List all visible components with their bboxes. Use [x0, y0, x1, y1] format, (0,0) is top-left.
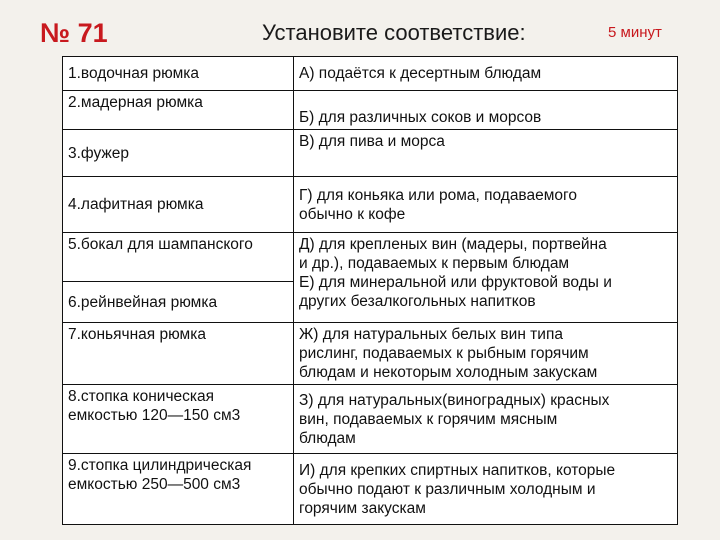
item-cell [63, 177, 294, 233]
description-cell [294, 454, 678, 525]
item-text: 4.лафитная рюмка [68, 196, 204, 213]
description-text: А) подаётся к десертным блюдам [299, 65, 542, 82]
table-row [63, 130, 678, 177]
description-cell [294, 57, 678, 91]
item-cell [63, 130, 294, 177]
item-cell [63, 282, 294, 323]
description-cell [294, 385, 678, 454]
item-cell [63, 323, 294, 385]
table-row [63, 177, 678, 233]
item-text: 1.водочная рюмка [68, 65, 200, 82]
item-text: 7.коньячная рюмка [68, 326, 206, 343]
item-text: 8.стопка коническая емкостью 120—150 см3 [68, 388, 241, 424]
description-text: Ж) для натуральных белых вин типа рислинг, подаваемых к рыбным горячим блюдам и некоторым холодным закускам [299, 326, 598, 381]
time-limit-label: 5 минут [608, 24, 662, 41]
item-text: 3.фужер [68, 144, 130, 162]
item-text: 6.рейнвейная рюмка [68, 293, 218, 311]
matching-table [62, 56, 678, 525]
description-text: Е) для минеральной или фруктовой воды и других безалкогольных напитков [299, 274, 612, 310]
item-cell [63, 233, 294, 282]
table-row [63, 454, 678, 525]
slide-number: № 71 [40, 18, 108, 48]
item-text: 2.мадерная рюмка [68, 94, 203, 111]
description-text: Б) для различных соков и морсов [299, 109, 542, 126]
description-text: В) для пива и морса [299, 133, 445, 150]
table-row [63, 57, 678, 91]
description-cell [294, 91, 678, 130]
item-text: 5.бокал для шампанского [68, 236, 253, 253]
item-cell [63, 385, 294, 454]
item-cell [63, 91, 294, 130]
description-cell [294, 130, 678, 177]
table-row [63, 323, 678, 385]
item-text: 9.стопка цилиндрическая емкостью 250—500 см3 [68, 457, 252, 493]
description-text: З) для натуральных(виноградных) красных вин, подаваемых к горячим мясным блюдам [299, 391, 610, 447]
description-cell [294, 323, 678, 385]
description-text: Г) для коньяка или рома, подаваемого обычно к кофе [299, 186, 577, 223]
description-text: И) для крепких спиртных напитков, которые обычно подают к различным холодным и горячим закускам [299, 461, 616, 517]
table-row [63, 233, 678, 282]
table-row [63, 385, 678, 454]
description-cell [294, 177, 678, 233]
item-cell [63, 57, 294, 91]
description-text: Д) для крепленых вин (мадеры, портвейна и др.), подаваемых к первым блюдам [299, 236, 607, 272]
item-cell [63, 454, 294, 525]
slide-title: Установите соответствие: [262, 20, 526, 45]
description-cell [294, 233, 678, 323]
table-row [63, 91, 678, 130]
